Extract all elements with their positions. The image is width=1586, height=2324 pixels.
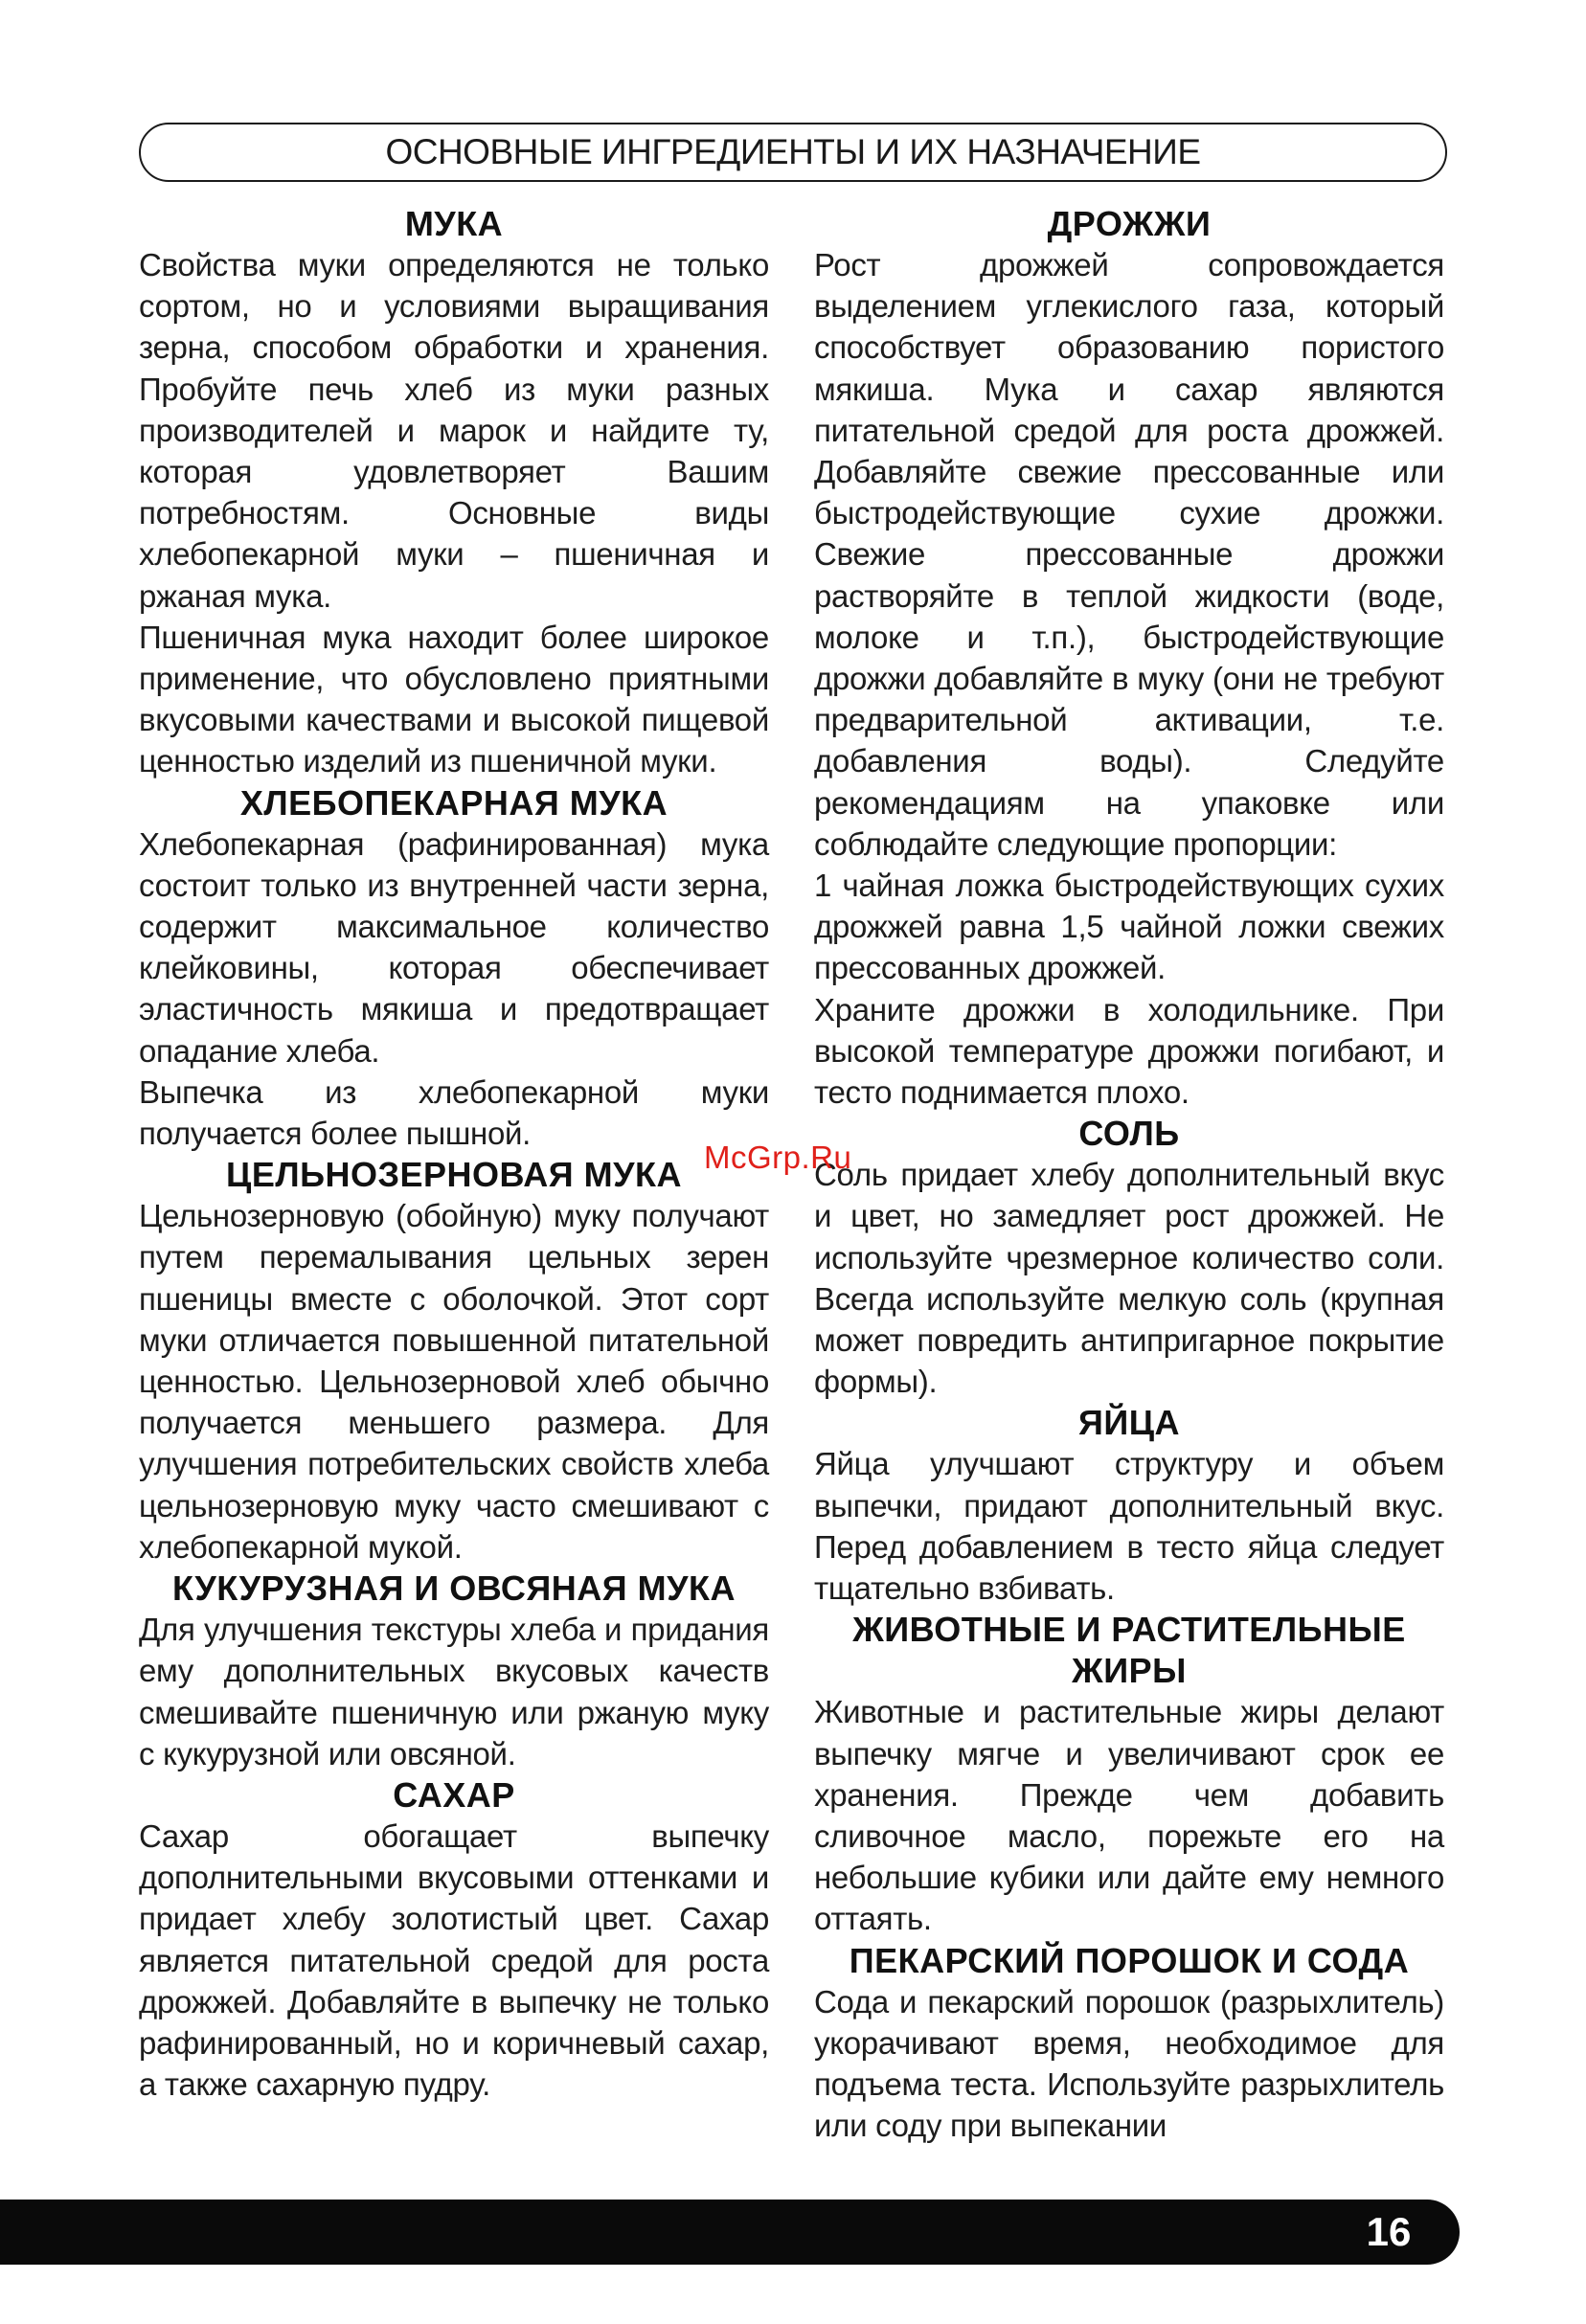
paragraph: 1 чайная ложка быстродействующих сухих дрожжей равна 1,5 чайной ложки свежих прессованных дрожжей. (814, 868, 1444, 986)
paragraph: Рост дрожжей сопровождается выделением углекислого газа, который способствует образованию пористого мякиша. Мука и сахар являются питательной средой для роста дрожжей. Добавляйте свежие прессованные или быстродействующие сухие дрожжи. Свежие прессованные дрожжи растворяйте в теплой жидкости (воде, молоке и т.п.), быстродействующие дрожжи добавляйте в муку (они не требуют предварительной активации, т.е. добавления воды). Следуйте рекомендациям на упаковке или соблюдайте следующие пропорции: (814, 247, 1444, 862)
section-heading-sugar: САХАР (393, 1774, 515, 1815)
paragraph: Для улучшения текстуры хлеба и придания ему дополнительных вкусовых качеств смешивайте пшеничную или ржаную муку с кукурузной или овсяной. (139, 1612, 769, 1771)
section-heading-yeast: ДРОЖЖИ (1047, 204, 1212, 243)
paragraph: Хлебопекарная (рафинированная) мука состоит только из внутренней части зерна, содержит максимальное количество клейковины, которая обеспечивает эластичность мякиша и предотвращает опадание хлеба. (139, 825, 769, 1069)
right-column (814, 203, 1444, 2146)
paragraph: Выпечка из хлебопекарной муки получается более пышной. (139, 1073, 769, 1152)
paragraph: Сода и пекарский порошок (разрыхлитель) укорачивают время, необходимое для подъема теста. Используйте разрыхлитель или соду при выпекании (814, 1983, 1444, 2144)
paragraph: Соль придает хлебу дополнительный вкус и цвет, но замедляет рост дрожжей. Не используйте чрезмерное количество соли. Всегда используйте мелкую соль (крупная может повредить антипригарное покрытие формы). (814, 1157, 1444, 1400)
section-heading-bread-flour: ХЛЕБОПЕКАРНАЯ МУКА (239, 782, 668, 823)
heading-line: ЖИВОТНЫЕ И РАСТИТЕЛЬНЫЕ (852, 1610, 1406, 1650)
paragraph: Свойства муки определяются не только сортом, но и условиями выращивания зерна, способом обработки и хранения. Пробуйте печь хлеб из муки разных производителей и марок и найдите ту, которая удовлетворяет Вашим потребностям. Основные виды хлебопекарной муки – пшеничная и ржаная мука. (139, 247, 769, 614)
paragraph: Храните дрожжи в холодильнике. При высокой температуре дрожжи погибают, и тесто поднимается плохо. (814, 991, 1444, 1111)
left-column (139, 203, 769, 2105)
section-heading-eggs: ЯЙЦА (1077, 1403, 1181, 1443)
paragraph: Животные и растительные жиры делают выпечку мягче и увеличивают срок ее хранения. Прежде чем добавить сливочное масло, порежьте его на небольшие кубики или дайте ему немного оттаять. (814, 1694, 1444, 1937)
footer-bar (0, 2200, 1460, 2265)
section-heading-fats (814, 1609, 1444, 1691)
heading-line: ЖИРЫ (1072, 1651, 1187, 1691)
paragraph: Сахар обогащает выпечку дополнительными вкусовыми оттенками и придает хлебу золотистый цвет. Сахар является питательной средой для роста дрожжей. Добавляйте в выпечку не только рафинированный, но и коричневый сахар, а также сахарную пудру. (139, 1817, 769, 2103)
paragraph: Яйца улучшают структуру и объем выпечки, придают дополнительный вкус. Перед добавлением в тесто яйца следует тщательно взбивать. (814, 1446, 1444, 1607)
paragraph: Цельнозерновую (обойную) муку получают путем перемалывания цельных зерен пшеницы вместе с оболочкой. Этот сорт муки отличается повышенной питательной ценностью. Цельнозерновой хлеб обычно получается меньшего размера. Для улучшения потребительских свойств хлеба цельнозерновую муку часто смешивают с хлебопекарной мукой. (139, 1198, 769, 1565)
section-heading-salt: СОЛЬ (1078, 1114, 1180, 1154)
section-heading-corn-oat: КУКУРУЗНАЯ И ОВСЯНАЯ МУКА (172, 1568, 736, 1609)
section-heading-muka: МУКА (404, 204, 504, 243)
page-number: 16 (1366, 2209, 1412, 2254)
paragraph: Пшеничная мука находит более широкое применение, что обусловлено приятными вкусовыми качествами и высокой пищевой ценностью изделий из пшеничной муки. (139, 619, 769, 779)
section-heading-baking-powder: ПЕКАРСКИЙ ПОРОШОК И СОДА (849, 1940, 1410, 1980)
watermark: McGrp.Ru (704, 1139, 852, 1175)
section-heading-whole-grain: ЦЕЛЬНОЗЕРНОВАЯ МУКА (226, 1155, 682, 1195)
page-title: ОСНОВНЫЕ ИНГРЕДИЕНТЫ И ИХ НАЗНАЧЕНИЕ (139, 123, 1447, 182)
